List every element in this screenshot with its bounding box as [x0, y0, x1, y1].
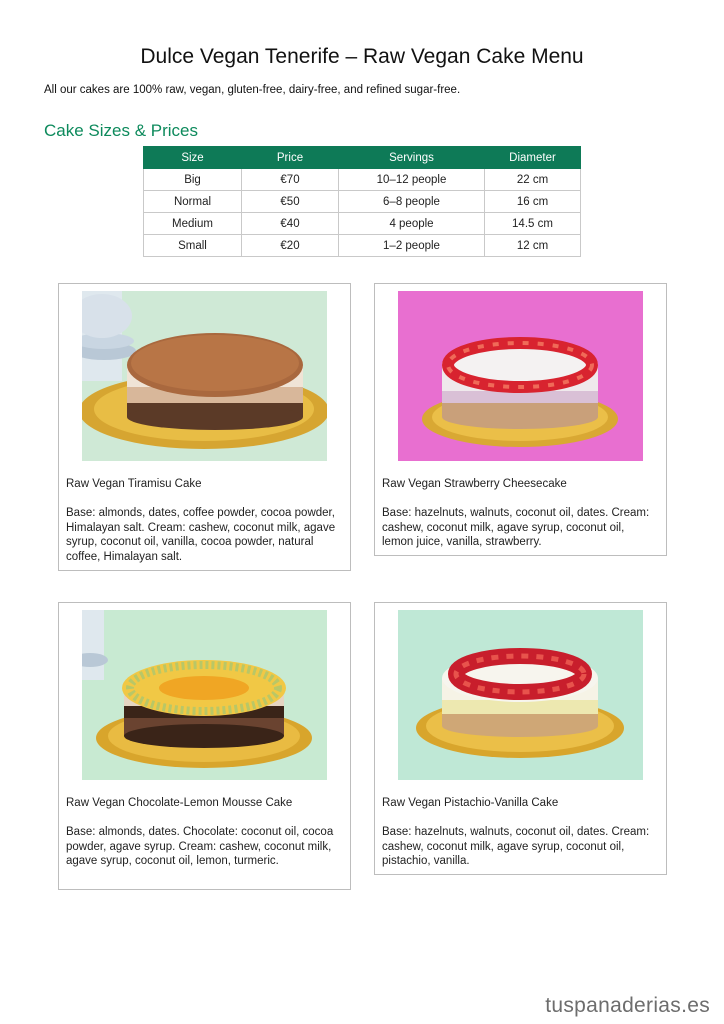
cake-name: Raw Vegan Strawberry Cheesecake [382, 478, 567, 490]
diameter-cell: 22 cm [485, 169, 581, 191]
sizes-section-title: Cake Sizes & Prices [44, 121, 198, 140]
diameter-cell: 12 cm [485, 235, 581, 257]
column-header-servings: Servings [339, 147, 485, 169]
sizes-price-table [143, 146, 581, 257]
table-row [144, 169, 581, 191]
cake-card-strawberry-cheesecake [374, 283, 667, 556]
price-cell: €40 [242, 213, 339, 235]
table-row [144, 191, 581, 213]
diameter-cell: 14.5 cm [485, 213, 581, 235]
price-cell: €20 [242, 235, 339, 257]
servings-cell: 10–12 people [339, 169, 485, 191]
servings-cell: 6–8 people [339, 191, 485, 213]
column-header-diameter: Diameter [485, 147, 581, 169]
size-cell: Small [144, 235, 242, 257]
table-header-row [144, 147, 581, 169]
pistachio-vanilla-photo [398, 610, 643, 780]
cake-card-tiramisu [58, 283, 351, 571]
cake-ingredients: Base: almonds, dates. Chocolate: coconut oil, cocoa powder, agave syrup. Cream: cashew, coconut milk, agave syrup, coconut oil, lemon, turmeric. [66, 826, 334, 867]
price-cell: €50 [242, 191, 339, 213]
footer-watermark: tuspanaderias.es [545, 994, 710, 1017]
size-cell: Normal [144, 191, 242, 213]
cake-name: Raw Vegan Tiramisu Cake [66, 478, 202, 490]
servings-cell: 1–2 people [339, 235, 485, 257]
column-header-price: Price [242, 147, 339, 169]
chocolate-lemon-mousse-photo [82, 610, 327, 780]
cake-ingredients: Base: almonds, dates, coffee powder, cocoa powder, Himalayan salt. Cream: cashew, coconut milk, agave syrup, coconut oil, vanilla, cocoa powder, natural coffee, Himalayan salt. [66, 507, 336, 563]
diameter-cell: 16 cm [485, 191, 581, 213]
table-row [144, 235, 581, 257]
cake-name: Raw Vegan Chocolate-Lemon Mousse Cake [66, 797, 293, 809]
size-cell: Medium [144, 213, 242, 235]
tiramisu-cake-photo [82, 291, 327, 461]
table-row [144, 213, 581, 235]
cake-card-pistachio-vanilla [374, 602, 667, 875]
cake-name: Raw Vegan Pistachio-Vanilla Cake [382, 797, 559, 809]
cake-ingredients: Base: hazelnuts, walnuts, coconut oil, dates. Cream: cashew, coconut milk, agave syrup, coconut oil, lemon juice, vanilla, strawberry. [382, 507, 650, 548]
page-title: Dulce Vegan Tenerife – Raw Vegan Cake Menu [140, 45, 584, 68]
cake-card-chocolate-lemon-mousse [58, 602, 351, 890]
servings-cell: 4 people [339, 213, 485, 235]
column-header-size: Size [144, 147, 242, 169]
size-cell: Big [144, 169, 242, 191]
price-cell: €70 [242, 169, 339, 191]
cake-ingredients: Base: hazelnuts, walnuts, coconut oil, dates. Cream: cashew, coconut milk, agave syrup, coconut oil, pistachio, vanilla. [382, 826, 650, 867]
strawberry-cheesecake-photo [398, 291, 643, 461]
intro-text: All our cakes are 100% raw, vegan, gluten-free, dairy-free, and refined sugar-free. [44, 84, 461, 96]
